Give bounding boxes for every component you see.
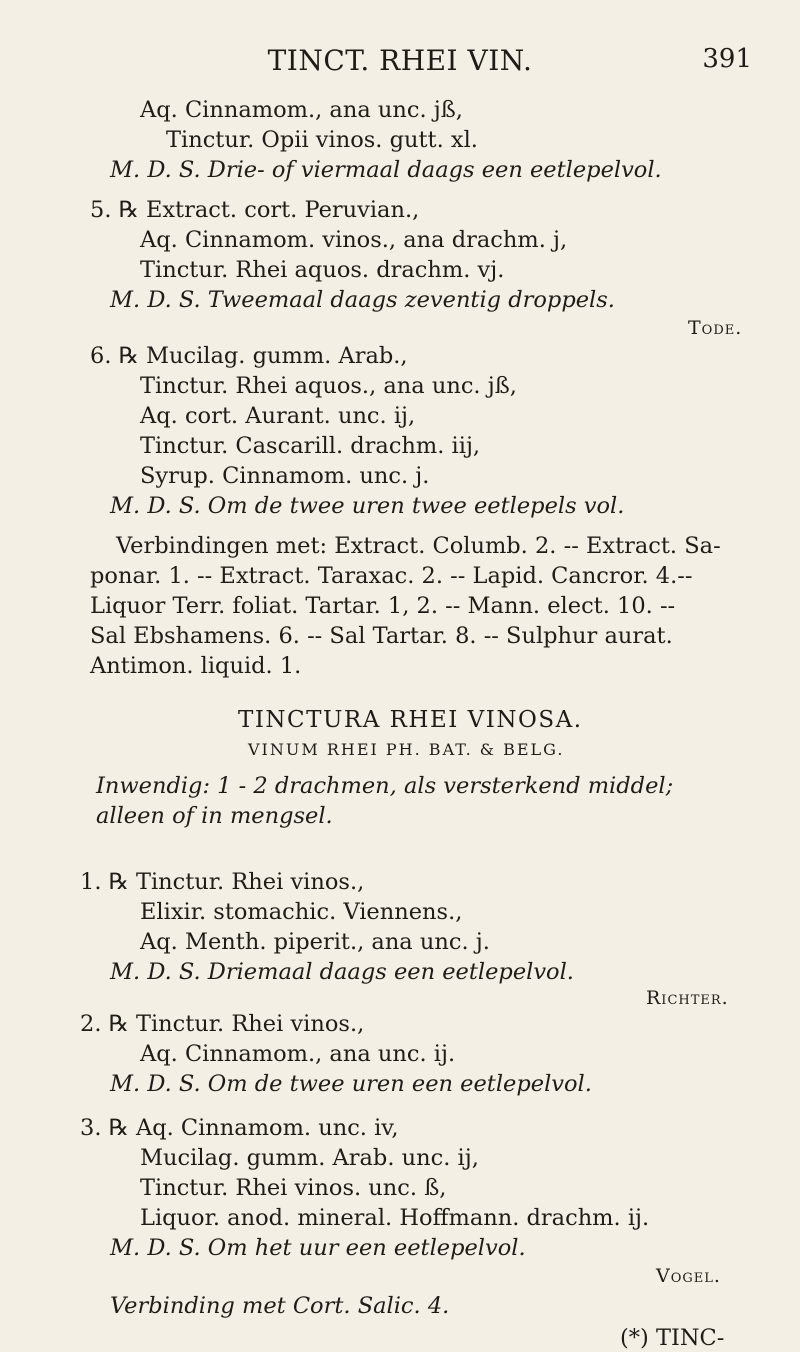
section-heading: TINCTURA RHEI VINOSA.: [238, 707, 583, 733]
text-line: Tinctur. Cascarill. drachm. iij,: [140, 433, 481, 459]
page-number: 391: [702, 44, 752, 74]
text-line: alleen of in mengsel.: [96, 803, 333, 829]
text-line: M. D. S. Om het uur een eetlepelvol.: [110, 1235, 526, 1261]
text-line: Tinctur. Rhei aquos. drachm. vj.: [140, 257, 505, 283]
text-line: Liquor Terr. foliat. Tartar. 1, 2. -- Mann. elect. 10. --: [90, 593, 676, 619]
author-attribution: Tode.: [688, 317, 743, 339]
text-line: Liquor. anod. mineral. Hoffmann. drachm. ij.: [140, 1205, 650, 1231]
running-title: TINCT. RHEI VIN.: [267, 44, 533, 77]
author-attribution: Vogel.: [656, 1265, 721, 1287]
text-line: Aq. Cinnamom., ana unc. ij.: [140, 1041, 456, 1067]
text-line: M. D. S. Driemaal daags een eetlepelvol.: [110, 959, 574, 985]
text-line: M. D. S. Om de twee uren een eetlepelvol.: [110, 1071, 592, 1097]
author-attribution: Richter.: [646, 987, 729, 1009]
text-line: M. D. S. Drie- of viermaal daags een eetlepelvol.: [110, 157, 662, 183]
text-line: M. D. S. Tweemaal daags zeventig droppels.: [110, 287, 615, 313]
text-line: Tinctur. Rhei vinos. unc. ß,: [140, 1175, 447, 1201]
text-line: 6. ℞ Mucilag. gumm. Arab.,: [90, 343, 408, 369]
text-line: Verbinding met Cort. Salic. 4.: [110, 1293, 450, 1319]
text-line: Aq. Cinnamom. vinos., ana drachm. j,: [140, 227, 568, 253]
text-line: 1. ℞ Tinctur. Rhei vinos.,: [80, 869, 365, 895]
text-line: M. D. S. Om de twee uren twee eetlepels vol.: [110, 493, 625, 519]
text-line: Syrup. Cinnamom. unc. j.: [140, 463, 430, 489]
text-line: Sal Ebshamens. 6. -- Sal Tartar. 8. -- Sulphur aurat.: [90, 623, 673, 649]
text-line: Tinctur. Opii vinos. gutt. xl.: [166, 127, 478, 153]
text-line: Tinctur. Rhei aquos., ana unc. jß,: [140, 373, 517, 399]
text-line: Aq. Menth. piperit., ana unc. j.: [140, 929, 490, 955]
text-line: ponar. 1. -- Extract. Taraxac. 2. -- Lapid. Cancror. 4.--: [90, 563, 693, 589]
catchword: (*) TINC-: [620, 1325, 725, 1351]
text-line: Aq. Cinnamom., ana unc. jß,: [140, 97, 463, 123]
text-line: Antimon. liquid. 1.: [90, 653, 302, 679]
text-line: Verbindingen met: Extract. Columb. 2. -- Extract. Sa-: [116, 533, 721, 559]
text-line: 3. ℞ Aq. Cinnamom. unc. iv,: [80, 1115, 399, 1141]
text-line: 2. ℞ Tinctur. Rhei vinos.,: [80, 1011, 365, 1037]
text-line: 5. ℞ Extract. cort. Peruvian.,: [90, 197, 420, 223]
text-line: Mucilag. gumm. Arab. unc. ij,: [140, 1145, 479, 1171]
text-line: Aq. cort. Aurant. unc. ij,: [140, 403, 416, 429]
text-line: Elixir. stomachic. Viennens.,: [140, 899, 463, 925]
text-line: Inwendig: 1 - 2 drachmen, als versterkend middel;: [96, 773, 674, 799]
page-header: [0, 44, 800, 84]
section-subheading: VINUM RHEI PH. BAT. & BELG.: [248, 740, 565, 759]
